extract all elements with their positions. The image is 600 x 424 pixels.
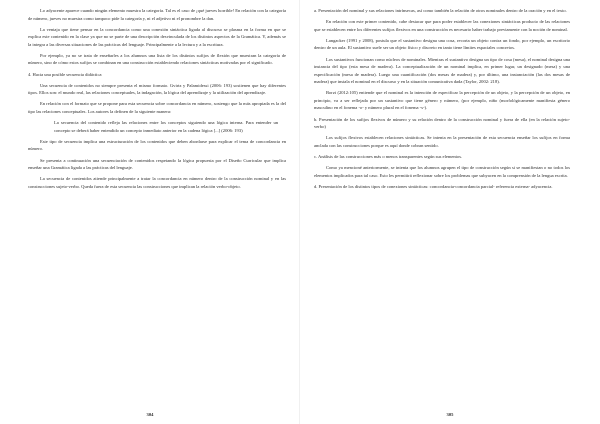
right-page	[300, 0, 600, 424]
paragraph: Langacker (1991 y 2008), postula que el sustantivo designa una cosa, recorta un objeto contra un fondo, por ejemplo, un escritorio dentro de un aula. El sustantivo suele ser un objeto físico y discreto en tanto tiene límites espaciales concretos.	[314, 37, 570, 51]
block-quote: La secuencia del contenido refleja las relaciones entre los conceptos siguiendo una lógica interna. Para entender un concepto se deberá haber entendido un concepto inmediato anterior en la cadena lógica [...] (2006: 193)	[54, 120, 278, 133]
paragraph: Borzi (2012:105) entiende que el nominal es la intención de especificar la percepción de un objeto, y la percepción de un objeto, en principio, va a ser reflejada por un sustantivo que tiene género y número, (por ejemplo, niño (morfológicamente manifiesta género masculino en el fonema -o- y número plural en el fonema -s-).	[314, 90, 570, 111]
paragraph: La secuencia de contenidos atiende principalmente a tratar la concordancia en número dentro de la construcción nominal y en las construcciones sujeto-verbo. Queda fuera de esta secuencia las construcciones que implican la relación verbo-objeto.	[28, 176, 286, 189]
paragraph: Este tipo de secuencia implica una estructuración de los contenidos que deben abordarse para explicar el tema de concordancia en número.	[28, 138, 286, 152]
paragraph: Los sustantivos funcionan como núcleos de nominales. Mientras el sustantivo designa un tipo de cosa (mesa), el nominal designa una instancia del tipo (esta mesa de madera). La conceptualización de un nominal implica, en primer lugar, un designado (mesa) y una especificación (mesa de madera). Luego una cuantificación (dos mesas de madera) y, por último, una instanciación (las dos mesas de madera) que instala el nominal en el discurso y en la situación comunicativa dada (Taylor, 2002: 218).	[314, 56, 570, 85]
paragraph: Lo adyacente aparece cuando ningún elemento muestra la categoría. Tal es el caso de ¡qué jueves horrible! En relación con la categoría de número, jueves no muestra como tampoco pide la categoría y, ni el adjetivo ni el pronombre la dan.	[28, 8, 286, 21]
paragraph: Una secuencia de contenidos no siempre presenta el mismo formato. Gvirtz y Palamidessi (2006: 193) sostienen que hay diferentes tipos. Ellos son: el mundo real, las relaciones conceptuales, la indagación, la lógica del aprendizaje y la utilización del aprendizaje.	[28, 82, 286, 96]
list-item: d. Presentación de los distintos tipos de conexiones sintácticas: concordancia-concordancia parcial- referencia externa- adyacencia.	[314, 183, 553, 189]
list-item: a. Presentación del nominal y sus relaciones intrínsecas, así como también la relación de otros nominales dentro de la oración y en el texto.	[314, 8, 567, 13]
page-number-left: 304	[146, 412, 154, 417]
section-heading: 4. Hacia una posible secuencia didáctica	[28, 71, 102, 77]
paragraph: Como ya mencioné anteriormente, se intenta que los alumnos agrupen el tipo de construcción según si se manifiestan o no todos los elementos implicados para tal caso. Esto les permitirá reflexionar sobre los problemas que subyacen en la comprensión de la lengua escrita.	[314, 165, 570, 178]
paragraph: En relación con este primer contenido, cabe destacar que para poder establecer las conexiones sintácticas producto de las relaciones que se establecen entre los diferentes sufijos flexivos en una construcción es necesario haber trabajo previamente con la noción de nominal.	[314, 19, 570, 32]
paragraph: Por ejemplo, ya no se trata de enseñarles a los alumnos una lista de los distintos sufijos de flexión que muestran la categoría de número, sino de cómo estos sufijos se combinan en una construcción estableciendo relaciones sintácticas motivadas por el significado.	[28, 52, 286, 66]
list-item: c. Análisis de las construcciones más o menos transparentes según sus elementos.	[314, 153, 463, 159]
page-number-right: 305	[446, 412, 454, 417]
list-item: b. Presentación de los sufijos flexivos de número y su relación dentro de la construcción nominal y fuera de ella (en la relación sujeto-verbo)	[314, 116, 570, 130]
paragraph: En relación con el formato que se propone para esta secuencia sobre concordancia en número, sostengo que la más apropiada es la del tipo las relaciones conceptuales. Los autores la definen de la siguiente manera:	[28, 101, 286, 114]
paragraph: Los sufijos flexivos establecen relaciones sintácticas. Se intenta en la presentación de esta secuencia enseñar los sufijos en forma anclada con las construcciones porque es aquí donde cobran sentido.	[314, 135, 570, 148]
paragraph: Se presenta a continuación una secuenciación de contenidos respetando la lógica propuesta por el Diseño Curricular que implica enseñar una Gramática ligada a las prácticas del lenguaje.	[28, 157, 286, 171]
left-page-text	[28, 7, 286, 190]
right-page-text	[314, 7, 570, 190]
paragraph: La ventaja que tiene pensar en la concordancia como una conexión sintáctica ligada al discurso se plasma en la forma en que se explica este contenido en la clase ya que no se parte de una descripción desvinculada de los distintos aspectos de la Gramática. Y, además se la integra a las diversas situaciones de las prácticas del lenguaje. Principalmente a la lectura y a la escritura.	[28, 26, 286, 47]
